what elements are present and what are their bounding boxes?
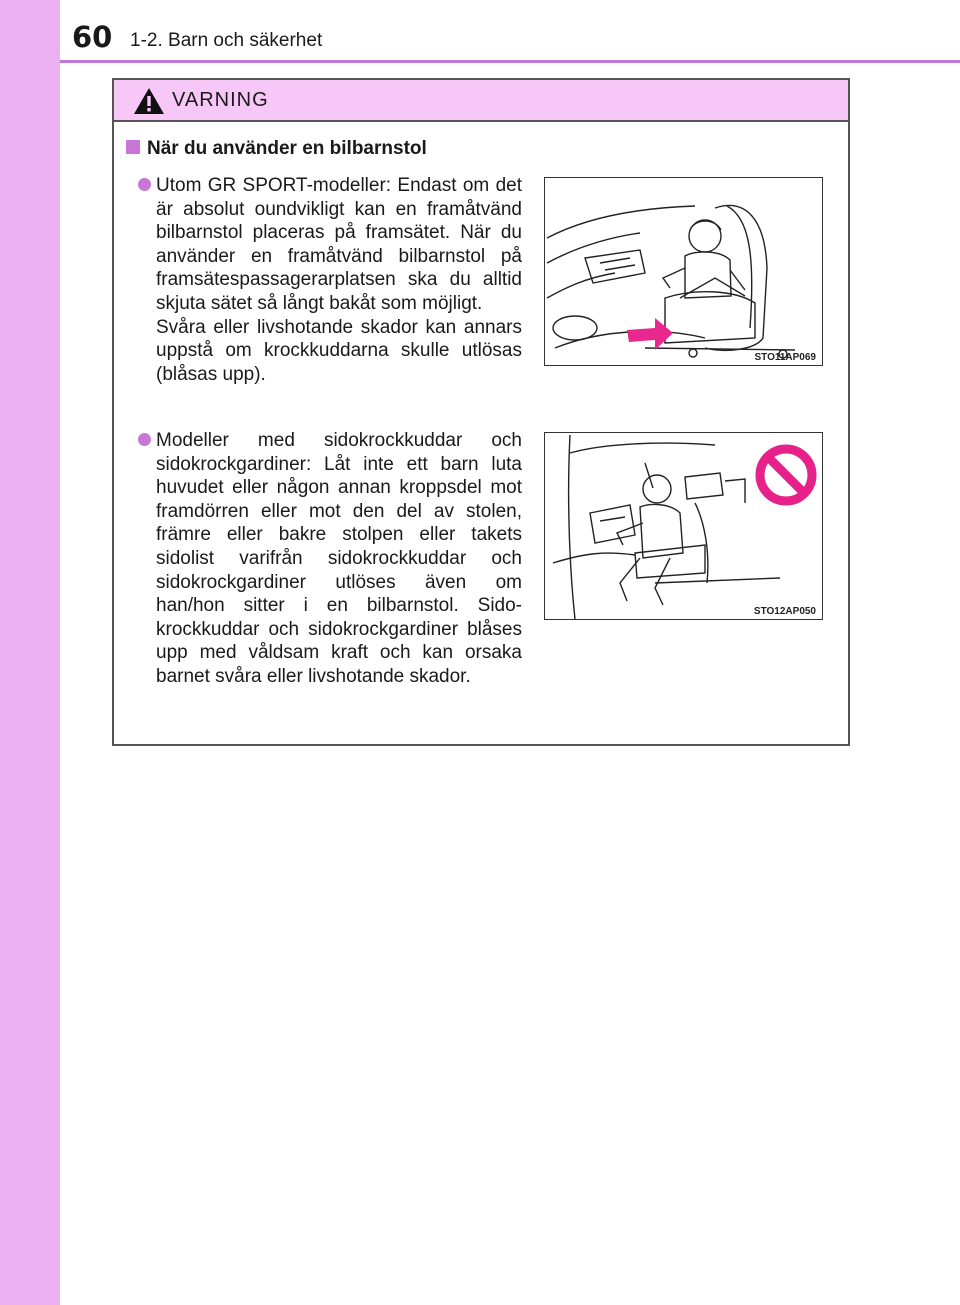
prohibition-icon	[754, 443, 818, 507]
bullet-item-1	[138, 174, 522, 386]
round-bullet-icon	[138, 178, 151, 191]
section-title: 1-2. Barn och säkerhet	[130, 30, 323, 51]
header-rule	[60, 60, 960, 63]
bullet-2-text: Modeller med sidokrockkuddar och sidokrockgardiner: Låt inte ett barn luta huvudet eller någon annan kroppsdel mot framdörren eller mot den del av stolen, främre eller bakre stolpen eller takets sidolist varifrån sidokrockkuddar och sidokrockgardiner utlöses även om han/hon sitter i en bilbarnstol. Sidokrockkuddar och sidokrockgardiner blåses upp med våldsam kraft och kan orsaka barnet svåra eller livshotande skador.	[156, 430, 522, 687]
warning-triangle-icon	[132, 86, 166, 116]
warning-box	[112, 78, 850, 746]
figure-child-seat-front	[544, 177, 823, 366]
warning-header	[114, 80, 848, 122]
side-band	[0, 0, 60, 1305]
subheading-text: När du använder en bilbarnstol	[147, 138, 427, 159]
warning-subheading	[126, 138, 427, 160]
page-number: 60	[72, 20, 113, 54]
figure-child-leaning-door	[544, 432, 823, 620]
square-bullet-icon	[126, 140, 140, 154]
bullet-1-text: Utom GR SPORT-modeller: Endast om det är absolut oundvikligt kan en framåtvänd bilbarnstol placeras på framsätet. När du använder en framåtvänd bilbarnstol på framsätespassagerarplatsen ska du alltid skjuta sätet så långt bakåt som möjligt.	[156, 175, 522, 314]
figure-2-code: STO12AP050	[753, 606, 816, 617]
warning-label: VARNING	[172, 89, 269, 111]
figure-1-code: STO11AP069	[754, 352, 816, 363]
bullet-item-2	[138, 429, 522, 689]
round-bullet-icon	[138, 433, 151, 446]
bullet-1-text-2: Svåra eller livshotande skador kan annars uppstå om krockkuddarna skulle utlösas (blåsas upp).	[156, 316, 522, 385]
child-seat-illustration	[545, 178, 822, 365]
